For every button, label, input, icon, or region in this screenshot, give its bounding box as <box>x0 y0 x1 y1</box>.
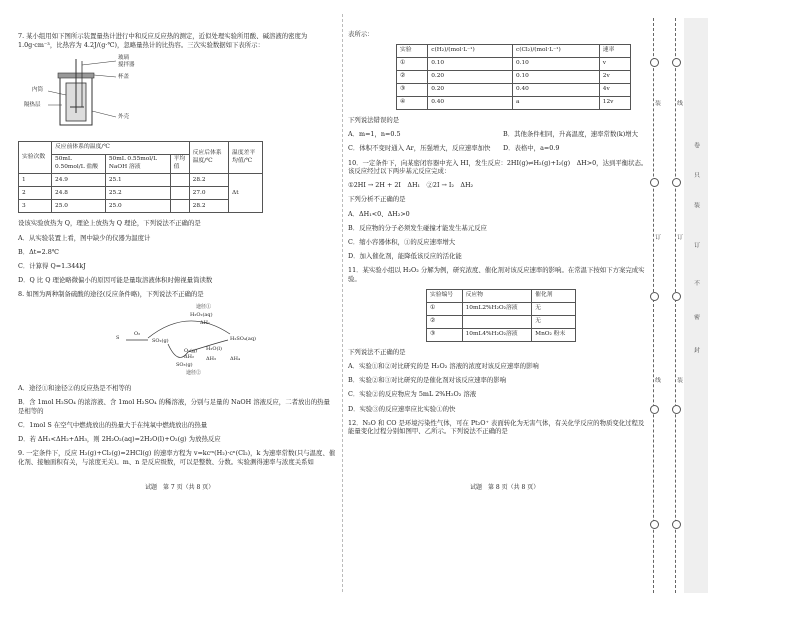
table-cell: 0.40 <box>428 97 513 110</box>
binding-hole-icon <box>650 520 659 529</box>
binding-hole-icon <box>650 292 659 301</box>
question-11-table <box>426 289 576 342</box>
table-cell: 27.0 <box>189 187 228 200</box>
page-7-column <box>18 30 336 472</box>
question-7-table <box>18 141 263 214</box>
strip-char: 订 <box>694 243 700 249</box>
table-row <box>19 200 263 213</box>
table-cell: 25.1 <box>105 174 170 187</box>
question-11-stem: 下列说法不正确的是 <box>348 347 406 356</box>
strip-char: 装 <box>694 203 700 209</box>
scheme-path-2: 途径② <box>186 370 202 377</box>
table-cell: 2v <box>599 71 630 84</box>
question-9-continued: 表所示： <box>348 30 374 38</box>
option-b: B．其他条件相同，升高温度，速率常数(k)增大 <box>503 130 638 139</box>
question-10-intro: 10．一定条件下，向某密闭容器中充入 HI，发生反应：2HI(g)⇌H₂(g)+I₂(g) ΔH>0，达到平衡状态。该反应经过以下两步基元反应完成： <box>348 158 648 176</box>
table-cell <box>462 315 532 328</box>
option-a: A．ΔH₁<0、ΔH₂>0 <box>348 209 410 218</box>
scheme-so3: SO₃(g) <box>176 362 193 369</box>
option-b: B．反应物的分子必须发生碰撞才能发生基元反应 <box>348 223 487 232</box>
scheme-dh4: ΔH₄ <box>230 356 240 363</box>
page-8-column <box>348 30 650 441</box>
option-row <box>348 144 650 158</box>
table-header: 实验 <box>397 45 428 58</box>
scheme-h2o2: H₂O₂(aq) <box>190 312 213 319</box>
table-header: 平均值 <box>170 154 189 174</box>
table-cell: 4v <box>599 84 630 97</box>
scheme-so2: SO₂(g) <box>152 338 169 345</box>
table-cell: ② <box>397 71 428 84</box>
table-header: 温度差平均值/℃ <box>229 141 263 174</box>
table-cell: 3 <box>19 200 52 213</box>
binding-label: 装 <box>655 101 661 107</box>
question-7-intro: 7. 某小组用如下图所示装置量热计进行中和反应反应热的测定，近似处理实验所用酸、碱溶液的密度为 1.0g·cm⁻³，比热容为 4.2J/(g·℃)，忽略量热计的比热容。三次实验数据如下表所示： <box>18 32 308 49</box>
table-header: 反应前体系的温度/℃ <box>52 141 190 154</box>
binding-label: 线 <box>677 101 683 107</box>
table-cell: ① <box>427 302 463 315</box>
binding-hole-icon <box>672 520 681 529</box>
table-cell: 0.10 <box>512 58 599 71</box>
table-row <box>19 174 263 187</box>
scheme-h2so4: H₂SO₄(aq) <box>230 336 256 343</box>
column-divider <box>342 14 343 592</box>
table-header: 50mL 0.55mol/L NaOH 溶液 <box>105 154 170 174</box>
table-row <box>397 71 631 84</box>
binding-hole-icon <box>672 58 681 67</box>
option-d: D．加入催化剂，能降低该反应的活化能 <box>348 252 462 261</box>
option-d: D．Q 比 Q 理论略微偏小的原因可能是量取溶液体积时俯视量筒读数 <box>18 275 213 284</box>
table-header: 速率 <box>599 45 630 58</box>
table-cell: Δt <box>229 174 263 213</box>
scheme-dh2: ΔH₂ <box>184 354 194 361</box>
page-7-footer: 试题 第 7 页（共 8 页） <box>145 484 215 491</box>
calorimeter-diagram <box>18 55 336 137</box>
question-9-table <box>396 44 631 110</box>
table-cell: 0.10 <box>428 58 513 71</box>
question-12-intro: 12．N₂O 和 CO 是环境污染性气体，可在 Pt₂O⁺ 表面转化为无害气体，有关化学反应的物质变化过程及能量变化过程分别如图甲、乙所示。下列说法不正确的是 <box>348 418 645 436</box>
table-header: 实验编号 <box>427 289 463 302</box>
table-cell: 0.20 <box>428 84 513 97</box>
table-row <box>397 58 631 71</box>
table-header: 50mL 0.50mol/L 盐酸 <box>52 154 106 174</box>
strip-char: 只 <box>694 173 700 179</box>
label-stirrer: 搅拌器 <box>118 61 135 68</box>
label-insulation: 隔热层 <box>24 101 41 108</box>
label-outer-shell: 外壳 <box>118 113 130 120</box>
binding-label: 订 <box>655 235 661 241</box>
table-header: c(Cl₂)/(mol·L⁻¹) <box>512 45 599 58</box>
strip-char: 密 <box>694 315 700 321</box>
option-c: C．体积不变时通入 Ar，压强增大，反应速率加快 <box>348 144 491 153</box>
table-cell: 2 <box>19 187 52 200</box>
option-b: B．Δt=2.8℃ <box>18 247 59 256</box>
label-lid: 杯盖 <box>118 73 130 80</box>
table-cell: v <box>599 58 630 71</box>
binding-label: 装 <box>677 378 683 384</box>
label-inner-cup: 内筒 <box>32 86 44 93</box>
calorimeter-svg <box>18 55 168 137</box>
table-cell: ③ <box>397 84 428 97</box>
table-row <box>427 328 576 341</box>
scheme-water: H₂O(l) <box>206 346 222 353</box>
table-cell: 25.0 <box>105 200 170 213</box>
table-cell: 28.2 <box>189 174 228 187</box>
table-cell: 25.2 <box>105 187 170 200</box>
table-cell: 无 <box>532 302 576 315</box>
scheme-dh3: ΔH₃ <box>206 356 216 363</box>
question-11-intro: 11．某实验小组以 H₂O₂ 分解为例，研究浓度、催化剂对该反应速率的影响。在常温下按如下方案完成实验。 <box>348 266 645 283</box>
table-header: 实验次数 <box>19 141 52 174</box>
binding-hole-icon <box>672 405 681 414</box>
option-row <box>348 130 650 144</box>
table-row <box>427 302 576 315</box>
question-7-stem: 设该实验放热为 Q，理论上放热为 Q 理论，下列说法不正确的是 <box>18 219 201 228</box>
table-cell: 0.40 <box>512 84 599 97</box>
option-d: D．若 ΔH₁<ΔH₂+ΔH₃，则 2H₂O₂(aq)=2H₂O(l)+O₂(g) 为放热反应 <box>18 435 221 444</box>
option-c: C．1mol S 在空气中燃烧放出的热量大于在纯氧中燃烧放出的热量 <box>18 421 208 430</box>
strip-char: 封 <box>694 348 700 354</box>
binding-label: 订 <box>677 235 683 241</box>
option-c: C．计算得 Q=1.344kJ <box>18 261 86 270</box>
question-9-intro: 9. 一定条件下，反应 H₂(g)+Cl₂(g)=2HCl(g) 的速率方程为 v=kcᵐ(H₂)·cⁿ(Cl₂)，k 为速率常数(只与温度、催化剂、接触面积有关，与浓度无关)。m、n 是反应级数，可以是整数、分数。实验测得速率与浓度关系如 <box>18 449 336 467</box>
scheme-sulfur: S <box>116 335 120 342</box>
table-cell: 0.20 <box>428 71 513 84</box>
option-a: A．途径①和途径②的反应热是不相等的 <box>18 384 132 393</box>
table-cell: 10mL4%H₂O₂溶液 <box>462 328 532 341</box>
scheme-dh1: ΔH₁ <box>200 320 210 327</box>
table-header: c(H₂)/(mol·L⁻¹) <box>428 45 513 58</box>
sulfuric-acid-scheme <box>18 304 336 380</box>
option-a: A．m=1，n=0.5 <box>348 130 401 139</box>
table-cell: 24.8 <box>52 187 106 200</box>
scheme-path-1: 途径① <box>196 304 212 311</box>
table-cell: 10mL2%H₂O₂溶液 <box>462 302 532 315</box>
binding-hole-icon <box>650 178 659 187</box>
table-cell: MnO₂ 粉末 <box>532 328 576 341</box>
strip-char: 卷 <box>694 143 700 149</box>
table-cell: 28.2 <box>189 200 228 213</box>
table-cell: 12v <box>599 97 630 110</box>
table-cell: 24.9 <box>52 174 106 187</box>
option-b: B．含 1mol H₂SO₄ 的浓溶液、含 1mol H₂SO₄ 的稀溶液，分别与足量的 NaOH 溶液反应，二者放出的热量是相等的 <box>18 398 330 416</box>
table-row <box>397 84 631 97</box>
table-cell: a <box>512 97 599 110</box>
table-cell: 0.10 <box>512 71 599 84</box>
table-cell: ② <box>427 315 463 328</box>
table-row <box>427 315 576 328</box>
binding-hole-icon <box>650 405 659 414</box>
question-10-stem: 下列分析不正确的是 <box>348 195 406 204</box>
strip-char: 不 <box>694 281 700 287</box>
question-10-steps: ①2HI → 2H + 2I ΔH₁ ②2I → I₂ ΔH₂ <box>348 181 474 190</box>
table-cell: 1 <box>19 174 52 187</box>
scheme-o2-gas: O₂(g) <box>184 348 198 355</box>
option-d: D．表格中，a=0.9 <box>503 144 560 153</box>
option-a: A．从实验装置上看，图中缺少的仪器为温度计 <box>18 233 151 242</box>
table-cell: ① <box>397 58 428 71</box>
table-header: 反应物 <box>462 289 532 302</box>
table-cell: 25.0 <box>52 200 106 213</box>
question-8-intro: 8. 如图为两种制备硫酸的途径(反应条件略)，下列说法不正确的是 <box>18 290 204 299</box>
table-cell <box>170 200 189 213</box>
table-row <box>397 97 631 110</box>
table-cell <box>170 187 189 200</box>
question-9-stem: 下列说法错误的是 <box>348 116 400 125</box>
option-b: B．实验②和③对比研究的是催化剂对该反应速率的影响 <box>348 376 507 385</box>
binding-label: 线 <box>655 378 661 384</box>
table-cell <box>170 174 189 187</box>
binding-hole-icon <box>672 178 681 187</box>
table-cell: ③ <box>427 328 463 341</box>
option-d: D．实验③的反应速率应比实验①的快 <box>348 404 456 413</box>
option-c: C．缩小容器体积，①的反应速率增大 <box>348 237 456 246</box>
table-cell: ④ <box>397 97 428 110</box>
table-header: 反应后体系温度/℃ <box>189 141 228 174</box>
binding-hole-icon <box>672 292 681 301</box>
label-glass: 玻璃 <box>118 54 130 61</box>
table-row <box>19 187 263 200</box>
binding-strip <box>684 18 708 593</box>
table-header: 催化剂 <box>532 289 576 302</box>
binding-hole-icon <box>650 58 659 67</box>
page-8-footer: 试题 第 8 页（共 8 页） <box>470 484 540 491</box>
scheme-o2: O₂ <box>134 331 141 338</box>
table-cell: 无 <box>532 315 576 328</box>
option-c: C．实验②的反应物应为 5mL 2%H₂O₂ 溶液 <box>348 390 477 399</box>
option-a: A．实验①和②对比研究的是 H₂O₂ 溶液的浓度对该反应速率的影响 <box>348 362 539 371</box>
